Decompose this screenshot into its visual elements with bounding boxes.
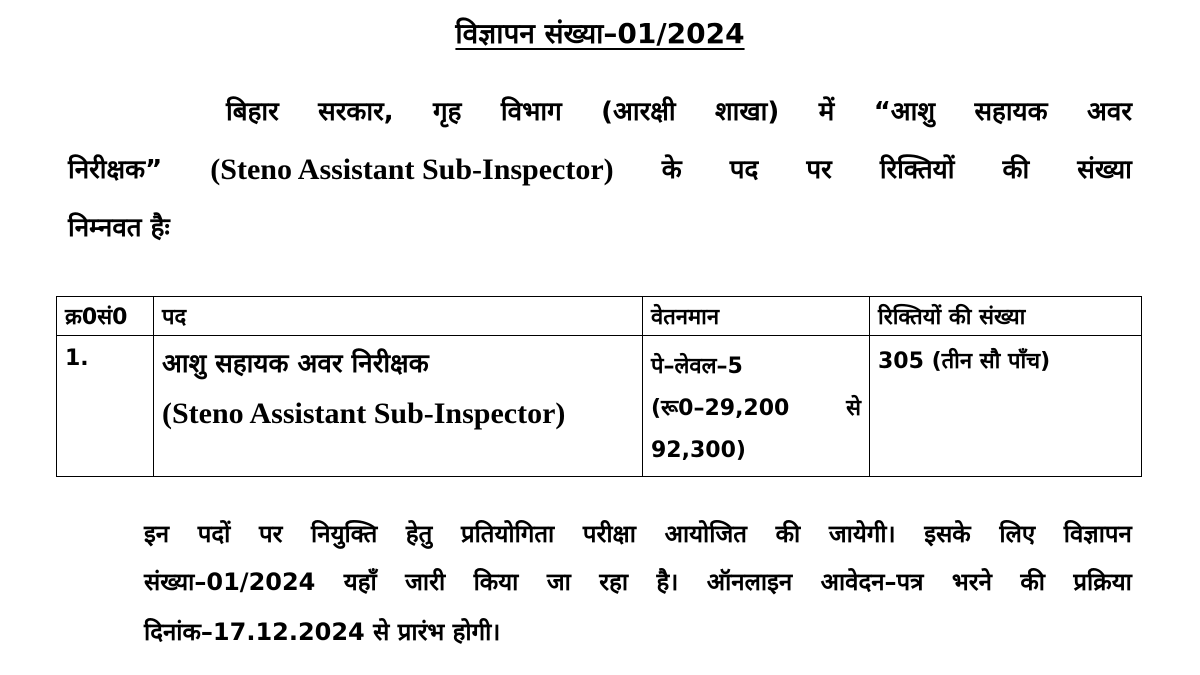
footer-line-1-word: पदों [197, 520, 231, 548]
table-header-row [57, 297, 1142, 336]
footer-line-3: दिनांक–17.12.2024 से प्रारंभ होगी। [144, 618, 501, 646]
intro-line-1-word: बिहार [226, 97, 279, 127]
intro-line-2-word: संख्या [1077, 155, 1132, 185]
footer-line-1-word: लिए [999, 520, 1036, 548]
pay-range-start: (रू0–29,200 [651, 396, 790, 421]
intro-line-1-word: (आरक्षी [601, 97, 676, 127]
footer-line-2 [144, 562, 1132, 602]
intro-line-2-word: की [1002, 155, 1030, 185]
header-pay-scale: वेतनमान [643, 297, 870, 336]
footer-line-2-word: है। [656, 568, 679, 596]
pay-range-line [651, 388, 861, 430]
intro-line-1-word: में [818, 97, 835, 127]
intro-line-1 [68, 92, 1132, 132]
intro-post-english: (Steno Assistant Sub-Inspector) [210, 153, 614, 186]
footer-line-2-word: आवेदन–पत्र [820, 568, 924, 596]
cell-serial: 1. [57, 336, 154, 477]
intro-line-1-word: विभाग [500, 97, 562, 127]
footer-line-1-word: पर [258, 520, 283, 548]
post-name-hindi: आशु सहायक अवर निरीक्षक [162, 349, 429, 379]
footer-line-1 [144, 514, 1132, 554]
footer-line-2-word: यहाँ [343, 568, 377, 596]
intro-line-2-word: रिक्तियों [879, 155, 955, 185]
footer-line-2-word: प्रक्रिया [1073, 568, 1132, 596]
footer-line-2-word: संख्या–01/2024 [144, 568, 316, 596]
intro-line-2-word: के [661, 155, 682, 185]
advertisement-title [0, 14, 1200, 54]
footer-line-2-word: जा [546, 568, 571, 596]
pay-level: पे–लेवल–5 [651, 354, 743, 379]
table-row [57, 336, 1142, 477]
footer-line-2-word: किया [473, 568, 519, 596]
footer-line-1-word: प्रतियोगिता [460, 520, 555, 548]
header-serial: क्र0सं0 [57, 297, 154, 336]
intro-line-2-pre: निरीक्षक” [68, 155, 163, 185]
intro-line-2 [68, 150, 1132, 190]
intro-line-1-word: शाखा) [715, 97, 780, 127]
header-post: पद [154, 297, 643, 336]
intro-line-3: निम्नवत हैः [68, 213, 170, 243]
intro-line-2-word: पद [729, 155, 759, 185]
cell-post [154, 336, 643, 477]
header-vacancies: रिक्तियों की संख्या [870, 297, 1142, 336]
post-name-english: (Steno Assistant Sub-Inspector) [162, 397, 566, 430]
footer-line-2-word: जारी [405, 568, 446, 596]
intro-line-1-word: “आशु [873, 97, 936, 127]
footer-line-1-word: हेतु [405, 520, 433, 548]
footer-line-2-word: ऑनलाइन [706, 568, 793, 596]
footer-line-1-word: परीक्षा [582, 520, 636, 548]
intro-line-1-word: सरकार, [318, 97, 394, 127]
cell-vacancies: 305 (तीन सौ पाँच) [870, 336, 1142, 477]
intro-line-1-word: सहायक [974, 97, 1048, 127]
vacancy-table [56, 296, 1142, 477]
intro-line-1-word: अवर [1087, 97, 1132, 127]
footer-line-1-word: इसके [924, 520, 971, 548]
footer-line-1-word: इन [144, 520, 170, 548]
footer-line-1-word: जायेगी। [828, 520, 896, 548]
pay-range-end: 92,300) [651, 438, 746, 463]
intro-line-2-word: पर [806, 155, 832, 185]
footer-line-2-word: की [1020, 568, 1045, 596]
footer-line-1-word: नियुक्ति [311, 520, 378, 548]
cell-pay-scale [643, 336, 870, 477]
footer-line-2-word: रहा [599, 568, 629, 596]
footer-line-2-word: भरने [951, 568, 992, 596]
footer-line-1-word: विज्ञापन [1063, 520, 1132, 548]
intro-line-1-word: गृह [433, 97, 462, 127]
footer-line-1-word: की [775, 520, 801, 548]
footer-line-1-word: आयोजित [664, 520, 747, 548]
advertisement-number: विज्ञापन संख्या–01/2024 [455, 17, 745, 50]
pay-range-to: से [846, 396, 861, 421]
